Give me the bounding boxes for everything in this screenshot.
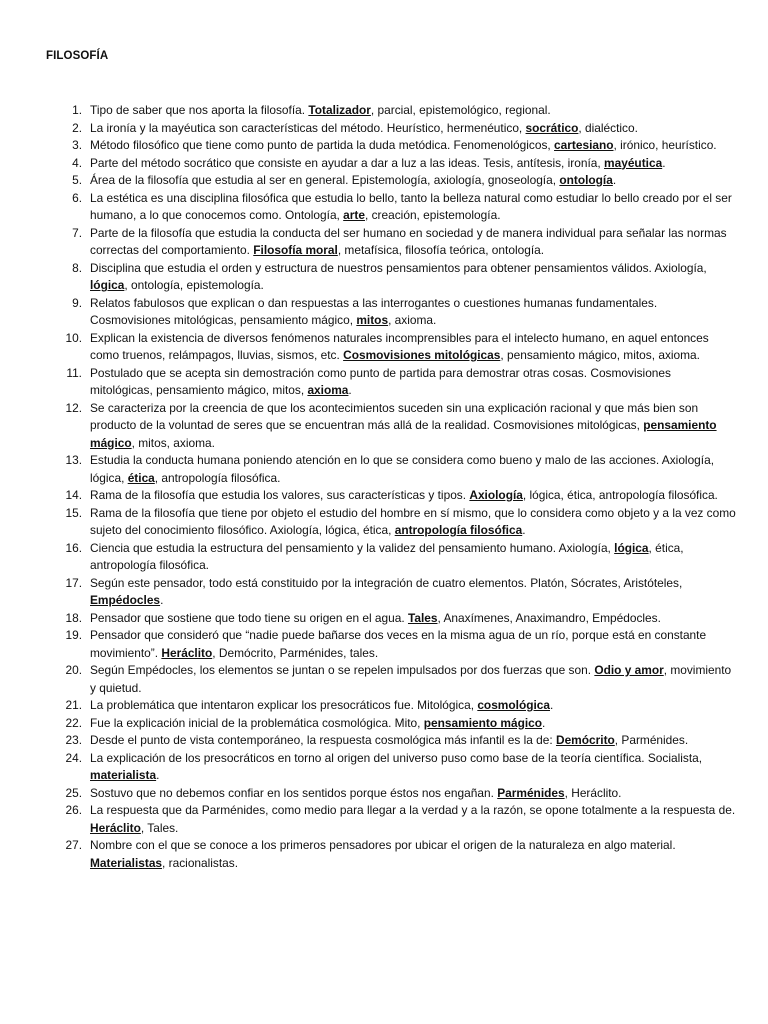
question-item xyxy=(46,452,736,487)
question-item xyxy=(46,225,736,260)
answer-highlight: socrático xyxy=(525,120,579,135)
question-item xyxy=(46,610,736,628)
question-text-segment: Según Empédocles, los elementos se juntan o se repelen impulsados por dos fuerzas que son. xyxy=(90,663,595,677)
question-item xyxy=(46,137,736,155)
question-number: 9. xyxy=(72,295,82,310)
answer-highlight: arte xyxy=(343,208,365,222)
question-text xyxy=(90,137,736,155)
question-text xyxy=(90,172,736,190)
question-number: 27. xyxy=(65,838,82,852)
question-number: 3. xyxy=(72,138,82,152)
question-text-segment: Estudia la conducta humana poniendo atención en lo que se considera como bueno y malo de las acciones. Axiología, lógica, xyxy=(90,453,715,485)
question-text-segment: Según este pensador, todo está constituido por la integración de cuatro elementos. Platón, Sócrates, Aristóteles, xyxy=(90,575,683,590)
question-text-segment: Relatos fabulosos que explican o dan respuestas a las interrogantes o cuestiones humanas fundamentales. Cosmovisiones mitológicas, pensamiento mágico, xyxy=(90,295,658,327)
question-text-segment: Postulado que se acepta sin demostración como punto de partida para demostrar otras cosas. Cosmovisiones mitológicas, pensamiento mágico, mitos, xyxy=(90,365,671,397)
question-text-segment: La explicación de los presocráticos en torno al origen del universo puso como base de la teoría científica. Socialista, xyxy=(90,750,703,765)
question-text-segment: , metafísica, filosofía teórica, ontología. xyxy=(337,243,545,257)
question-number: 7. xyxy=(72,225,82,240)
question-item xyxy=(46,837,736,872)
answer-highlight: ética xyxy=(127,470,155,485)
question-text-segment: Se caracteriza por la creencia de que los acontecimientos suceden sin una explicación racional y que más bien son producto de la voluntad de seres que se encuentran más allá de la realidad. Cosmovisiones mitológicas, xyxy=(90,400,699,432)
question-number: 21. xyxy=(65,698,82,712)
question-text-segment: Parte de la filosofía que estudia la conducta del ser humano en sociedad y de manera individual para señalar las normas correctas del comportamiento. xyxy=(90,225,727,257)
page-title: FILOSOFÍA xyxy=(46,50,109,62)
question-text-segment: , pensamiento mágico, mitos, axioma. xyxy=(500,348,700,362)
question-item xyxy=(46,697,736,715)
question-text-segment: , Parménides. xyxy=(614,733,689,747)
question-text-segment: La respuesta que da Parménides, como medio para llegar a la verdad y a la razón, se opone totalmente a la respuesta de. xyxy=(90,803,736,817)
question-item xyxy=(46,120,736,138)
question-number: 11. xyxy=(66,365,82,380)
question-text-segment: , Anaxímenes, Anaximandro, Empédocles. xyxy=(437,610,661,625)
question-text-segment: , ontología, epistemología. xyxy=(124,278,264,292)
question-text xyxy=(90,330,736,365)
answer-highlight: lógica xyxy=(614,540,649,555)
question-item xyxy=(46,487,736,505)
question-text-segment: . xyxy=(522,523,526,537)
answer-highlight: cartesiano xyxy=(554,138,614,152)
question-item xyxy=(46,540,736,575)
question-text-segment: . xyxy=(542,715,546,730)
question-number: 6. xyxy=(72,190,82,205)
question-number: 14. xyxy=(65,488,82,502)
question-number: 10. xyxy=(65,330,82,345)
question-text-segment: , Demócrito, Parménides, tales. xyxy=(212,645,379,660)
question-text xyxy=(90,225,736,260)
question-text xyxy=(90,452,736,487)
question-text-segment: , mitos, axioma. xyxy=(131,435,215,450)
answer-highlight: Cosmovisiones mitológicas xyxy=(343,348,501,362)
question-number: 19. xyxy=(65,628,82,642)
question-text-segment: La estética es una disciplina filosófica que estudia lo bello, tanto la belleza natural como estudiar lo bello creado por el ser humano, a lo que conocemos como. Ontología, xyxy=(90,190,732,222)
question-text-segment: Explican la existencia de diversos fenómenos naturales incomprensibles para el intelecto humano, en aquel entonces como truenos, relámpagos, lluvias, sismos, etc. xyxy=(90,330,709,362)
answer-highlight: Axiología xyxy=(469,488,523,502)
question-number: 22. xyxy=(65,715,82,730)
answer-highlight: Filosofía moral xyxy=(253,243,338,257)
question-item xyxy=(46,155,736,173)
question-text xyxy=(90,715,736,733)
question-text-segment: Método filosófico que tiene como punto de partida la duda metódica. Fenomenológicos, xyxy=(90,138,555,152)
question-text-segment: , racionalistas. xyxy=(162,855,239,870)
question-text-segment: , axioma. xyxy=(388,313,437,327)
question-item xyxy=(46,295,736,330)
question-text-segment: , antropología filosófica. xyxy=(154,470,281,485)
question-text-segment: La ironía y la mayéutica son características del método. Heurístico, hermenéutico, xyxy=(90,120,526,135)
question-text xyxy=(90,785,736,803)
question-number: 26. xyxy=(65,803,82,817)
question-text xyxy=(90,155,736,173)
question-text xyxy=(90,190,736,225)
question-text-segment: Fue la explicación inicial de la problemática cosmológica. Mito, xyxy=(90,715,424,730)
question-item xyxy=(46,715,736,733)
question-text-segment: La problemática que intentaron explicar los presocráticos fue. Mitológica, xyxy=(90,698,478,712)
question-text xyxy=(90,575,736,610)
question-text-segment: . xyxy=(662,155,666,170)
answer-highlight: Heráclito xyxy=(161,645,213,660)
answer-highlight: axioma xyxy=(307,383,349,397)
answer-highlight: Materialistas xyxy=(90,855,163,870)
question-text-segment: Desde el punto de vista contemporáneo, la respuesta cosmológica más infantil es la de: xyxy=(90,733,556,747)
question-text xyxy=(90,697,736,715)
question-item xyxy=(46,732,736,750)
answer-highlight: pensamiento mágico xyxy=(423,715,543,730)
question-text-segment: , movimiento y quietud. xyxy=(90,663,732,695)
question-number: 12. xyxy=(65,400,82,415)
question-text-segment: Rama de la filosofía que tiene por objeto el estudio del hombre en sí mismo, que lo considera como objeto y a la vez como sujeto del conocimiento filosófico. Axiología, lógica, ética, xyxy=(90,505,736,537)
answer-highlight: antropología filosófica xyxy=(394,523,523,537)
question-number: 1. xyxy=(72,103,82,117)
question-text xyxy=(90,802,736,837)
question-number: 8. xyxy=(72,260,82,275)
question-text-segment: Nombre con el que se conoce a los primeros pensadores por ubicar el origen de la naturaleza en algo material. xyxy=(90,838,676,852)
question-text xyxy=(90,487,736,505)
question-text xyxy=(90,400,736,453)
answer-highlight: Demócrito xyxy=(555,733,615,747)
answer-highlight: mayéutica xyxy=(604,155,663,170)
question-text-segment: Sostuvo que no debemos confiar en los sentidos porque éstos nos engañan. xyxy=(90,785,498,800)
question-number: 18. xyxy=(65,610,82,625)
question-item xyxy=(46,400,736,453)
answer-highlight: Totalizador xyxy=(308,103,371,117)
answer-highlight: Heráclito xyxy=(90,820,141,835)
question-number: 2. xyxy=(72,120,82,135)
question-text-segment: , parcial, epistemológico, regional. xyxy=(370,103,551,117)
question-text-segment: Parte del método socrático que consiste en ayudar a dar a luz a las ideas. Tesis, antítesis, ironía, xyxy=(90,155,605,170)
question-text xyxy=(90,837,736,872)
answer-highlight: Odio y amor xyxy=(594,663,664,677)
answer-highlight: lógica xyxy=(90,278,125,292)
question-item xyxy=(46,102,736,120)
question-text-segment: Área de la filosofía que estudia al ser en general. Epistemología, axiología, gnoseología, xyxy=(90,173,560,187)
question-text-segment: . xyxy=(612,173,617,187)
answer-highlight: Tales xyxy=(407,610,438,625)
answer-highlight: Empédocles xyxy=(90,593,161,607)
question-number: 25. xyxy=(65,785,82,800)
question-item xyxy=(46,260,736,295)
question-text-segment: , irónico, heurístico. xyxy=(613,138,717,152)
question-number: 17. xyxy=(65,575,82,590)
question-item xyxy=(46,662,736,697)
question-text xyxy=(90,610,736,628)
answer-highlight: mitos xyxy=(356,313,389,327)
question-item xyxy=(46,505,736,540)
question-text-segment: , creación, epistemología. xyxy=(365,208,501,222)
question-number: 15. xyxy=(65,505,82,520)
question-text xyxy=(90,295,736,330)
question-text-segment: . xyxy=(348,383,352,397)
question-text-segment: Disciplina que estudia el orden y estructura de nuestros pensamientos para obtener pensamientos válidos. Axiología, xyxy=(90,260,707,275)
question-number: 23. xyxy=(65,733,82,747)
question-number: 13. xyxy=(65,453,82,467)
question-number: 24. xyxy=(65,750,82,765)
question-text-segment: , ética, antropología filosófica. xyxy=(90,540,684,572)
question-text xyxy=(90,732,736,750)
question-text-segment: , dialéctico. xyxy=(578,120,638,135)
question-text-segment: , lógica, ética, antropología filosófica. xyxy=(522,488,718,502)
question-item xyxy=(46,802,736,837)
question-item xyxy=(46,785,736,803)
answer-highlight: cosmológica xyxy=(477,698,550,712)
question-text-segment: Pensador que consideró que “nadie puede bañarse dos veces en la misma agua de un río, porque está en constante movimiento”. xyxy=(90,628,707,660)
question-text xyxy=(90,365,736,400)
question-text xyxy=(90,260,736,295)
question-number: 20. xyxy=(65,663,82,677)
answer-highlight: pensamiento mágico xyxy=(90,418,717,450)
question-item xyxy=(46,750,736,785)
question-item xyxy=(46,365,736,400)
question-text-segment: , Heráclito. xyxy=(564,785,622,800)
question-text-segment: Ciencia que estudia la estructura del pensamiento y la validez del pensamiento humano. Axiología, xyxy=(90,540,615,555)
answer-highlight: Parménides xyxy=(497,785,565,800)
question-text xyxy=(90,540,736,575)
question-list xyxy=(46,102,736,872)
question-text-segment: Rama de la filosofía que estudia los valores, sus características y tipos. xyxy=(90,488,470,502)
question-text-segment: . xyxy=(550,698,554,712)
question-text xyxy=(90,627,736,662)
question-item xyxy=(46,627,736,662)
question-number: 4. xyxy=(72,155,82,170)
question-text-segment: . xyxy=(156,768,160,782)
question-number: 16. xyxy=(65,540,82,555)
question-text xyxy=(90,102,736,120)
question-number: 5. xyxy=(72,173,82,187)
question-text-segment: , Tales. xyxy=(140,820,179,835)
question-text xyxy=(90,750,736,785)
question-text-segment: Pensador que sostiene que todo tiene su origen en el agua. xyxy=(90,610,408,625)
question-item xyxy=(46,172,736,190)
question-item xyxy=(46,575,736,610)
answer-highlight: ontología xyxy=(559,173,613,187)
question-text xyxy=(90,662,736,697)
question-item xyxy=(46,190,736,225)
question-text-segment: Tipo de saber que nos aporta la filosofía. xyxy=(90,103,309,117)
question-item xyxy=(46,330,736,365)
question-text-segment: . xyxy=(160,593,164,607)
answer-highlight: materialista xyxy=(90,768,157,782)
question-text xyxy=(90,120,736,138)
question-text xyxy=(90,505,736,540)
